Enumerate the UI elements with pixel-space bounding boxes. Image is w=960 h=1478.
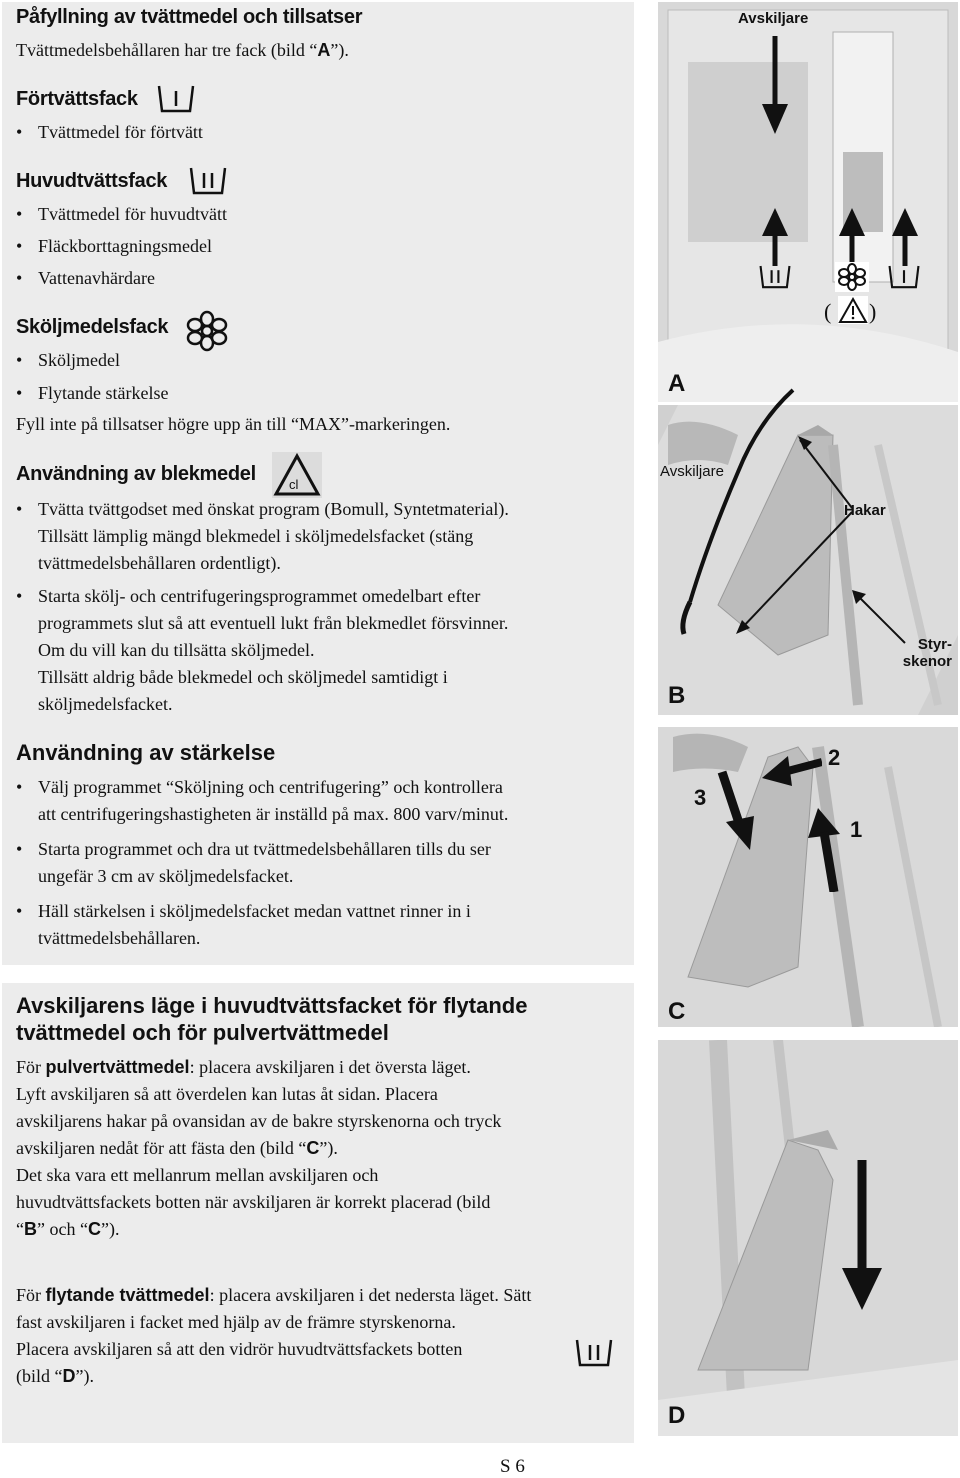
figure-a-photo <box>658 2 958 402</box>
figure-b-label: B <box>668 682 686 709</box>
bleach-item-2: • Starta skölj- och centrifugeringsprogrammet omedelbart efter programmets slut så att eventuell lukt från blekmedlet försvinner. Om du vill kan du tillsätta sköljmedel. Tillsätt aldrig både blekmedel och sköljmedel samtidigt i sköljmedelsfacket. <box>16 583 508 718</box>
max-note: Fyll inte på tillsatser högre upp än till “MAX”-markeringen. <box>16 414 451 434</box>
arrow-up-icon <box>837 206 867 266</box>
arrow-left-icon <box>762 748 822 788</box>
mainwash-item: • Vattenavhärdare <box>16 265 155 292</box>
hook-pointer-lines <box>720 420 860 640</box>
bleach-item-1: • Tvätta tvättgodset med önskat program (Bomull, Syntetmaterial). Tillsätt lämplig mängd blekmedel i sköljmedelsfacket (stäng tvättmedelsbehållaren ordentligt). <box>16 496 509 577</box>
step-1-label: 1 <box>850 817 863 842</box>
forwash-item: • Tvättmedel för förtvätt <box>16 119 203 146</box>
starch-item-3: • Häll stärkelsen i sköljmedelsfacket medan vattnet rinner in i tvättmedelsbehållaren. <box>16 898 471 952</box>
forwash-compartment-icon <box>156 84 196 114</box>
softener-item: • Sköljmedel <box>16 347 120 374</box>
arrow-down-icon <box>840 1160 884 1310</box>
mainwash-item: • Fläckborttagningsmedel <box>16 233 212 260</box>
softener-heading: Sköljmedelsfack <box>16 316 169 338</box>
figure-c-label: C <box>668 998 686 1025</box>
arrow-up-icon <box>760 206 790 266</box>
warning-triangle-icon <box>838 296 868 324</box>
flower-softener-icon <box>835 262 869 292</box>
warning-paren-open: ( <box>824 299 832 324</box>
figure-b-rails-label: Styr- skenor <box>902 636 952 670</box>
starch-heading: Användning av stärkelse <box>16 740 276 765</box>
bleach-icon-text: cl <box>289 477 299 492</box>
arrow-up-icon <box>800 808 844 892</box>
arrow-up-icon <box>890 206 920 266</box>
bleach-triangle-icon <box>272 452 322 498</box>
mainwash-compartment-icon <box>758 264 792 290</box>
figure-b-hooks-label: Hakar <box>844 502 886 519</box>
flower-softener-icon <box>186 310 228 352</box>
figure-d-label: D <box>668 1402 686 1429</box>
divider-heading: Avskiljarens läge i huvudtvättsfacket för flytande tvättmedel och för pulvertvättmedel <box>16 993 528 1045</box>
arrow-down-right-icon <box>714 770 758 850</box>
intro-text: Tvättmedelsbehållaren har tre fack (bild “A”). <box>16 40 349 60</box>
figure-a-label: A <box>668 370 686 397</box>
starch-item-2: • Starta programmet och dra ut tvättmedelsbehållaren tills du ser ungefär 3 cm av sköljmedelsfacket. <box>16 836 491 890</box>
liquid-paragraph: För flytande tvättmedel: placera avskiljaren i det nedersta läget. Sätt fast avskiljaren i facket med hjälp av de främre styrskenorna. Placera avskiljaren så att den vidrör huvudtvättsfackets botten (bild “D”). <box>16 1285 532 1386</box>
mainwash-item: • Tvättmedel för huvudtvätt <box>16 201 227 228</box>
mainwash-compartment-icon <box>574 1338 614 1368</box>
figure-d-photo <box>658 1040 958 1436</box>
starch-item-1: • Välj programmet “Sköljning och centrifugering” och kontrollera att centrifugeringshastigheten är inställd på max. 800 varv/minut. <box>16 774 508 828</box>
softener-item: • Flytande stärkelse <box>16 380 168 407</box>
arrow-down-icon <box>760 36 790 136</box>
mainwash-heading: Huvudtvättsfack <box>16 170 168 192</box>
forwash-heading: Förtvättsfack <box>16 88 138 110</box>
warning-paren-close: ) <box>869 299 877 324</box>
step-2-label: 2 <box>828 745 841 770</box>
bleach-heading: Användning av blekmedel <box>16 463 256 485</box>
forwash-compartment-icon <box>887 264 921 290</box>
powder-paragraph: För pulvertvättmedel: placera avskiljaren i det översta läget. Lyft avskiljaren så att överdelen kan lutas åt sidan. Placera avskiljarens hakar på ovansidan av de bakre styrskenorna och tryck avskiljaren nedåt för att fästa den (bild “C”). Det ska vara ett mellanrum mellan avskiljaren och huvudtvättsfackets botten när avskiljaren är korrekt placerad (bild “B” och “C”). <box>16 1057 502 1239</box>
page-number: S 6 <box>500 1456 525 1477</box>
figure-b-divider-label: Avskiljare <box>660 463 724 480</box>
figure-a-divider-label: Avskiljare <box>738 10 809 27</box>
page-title: Påfyllning av tvättmedel och tillsatser <box>16 6 363 28</box>
mainwash-compartment-icon <box>188 166 228 196</box>
step-3-label: 3 <box>694 785 707 810</box>
